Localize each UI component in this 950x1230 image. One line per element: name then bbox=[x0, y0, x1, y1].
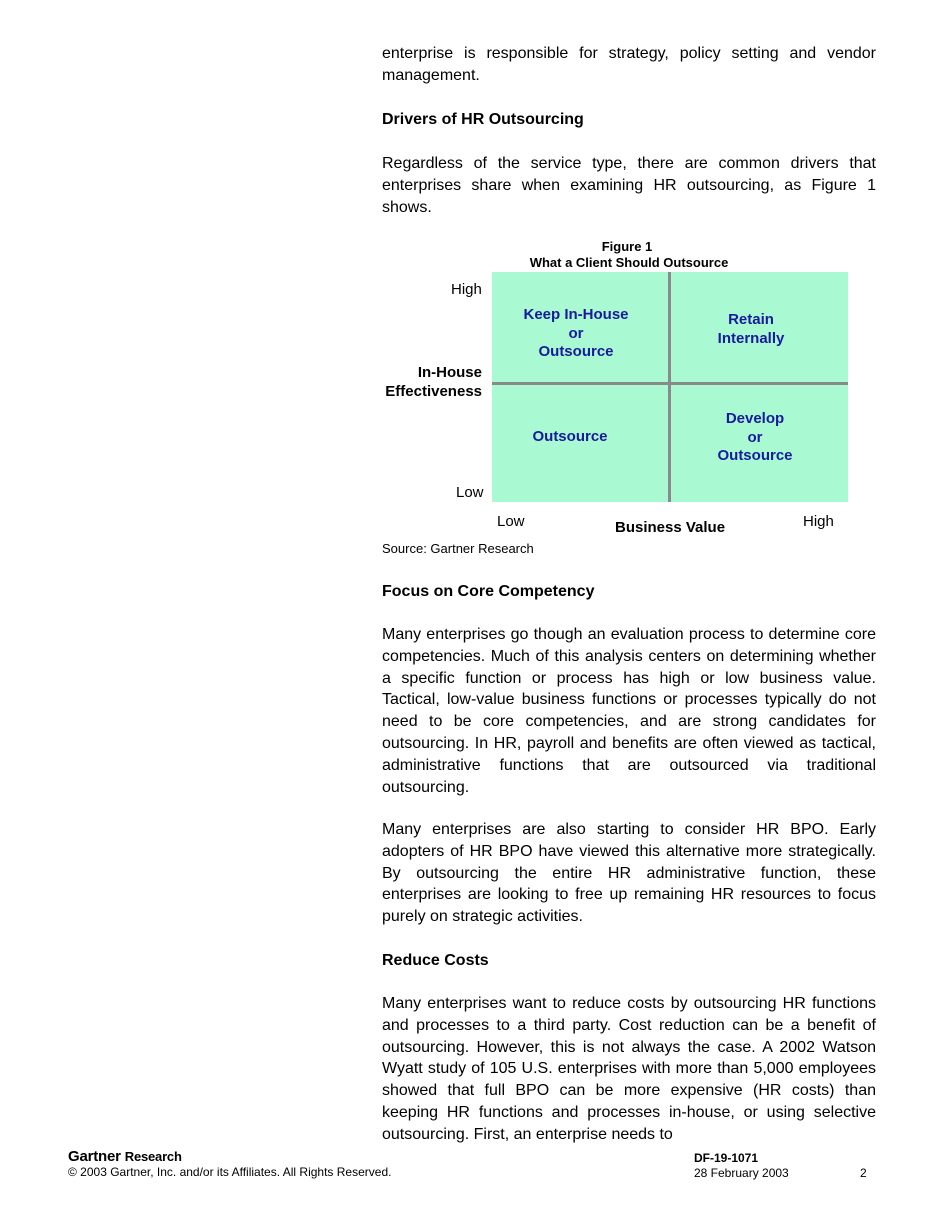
intro-paragraph-tail: enterprise is responsible for strategy, policy setting and vendor management. bbox=[382, 45, 876, 84]
heading-reduce-costs: Reduce Costs bbox=[382, 952, 489, 969]
y-axis-title-line2: Effectiveness bbox=[385, 383, 482, 400]
quadrant-top-right-line1: Retain bbox=[728, 311, 774, 328]
figure-title: What a Client Should Outsource bbox=[529, 255, 729, 270]
document-id: DF-19-1071 bbox=[694, 1151, 759, 1165]
y-axis-title bbox=[382, 363, 482, 401]
gartner-logo bbox=[68, 1148, 182, 1165]
paragraph-costs: Many enterprises want to reduce costs by outsourcing HR functions and processes to a third party. Cost reduction can be a benefit of outsourcing. However, this is not always the case. A 2002 Watson Wyatt study of 105 U.S. enterprises with more than 5,000 employees showed that full BPO can be more expensive (HR costs) than keeping HR functions and processes in-house, or using selective outsourcing. First, an enterprise needs to bbox=[382, 995, 876, 1143]
brand-suffix: Research bbox=[124, 1149, 182, 1164]
y-axis-high-label: High bbox=[451, 281, 482, 298]
copyright-notice: © 2003 Gartner, Inc. and/or its Affiliates. All Rights Reserved. bbox=[68, 1165, 392, 1179]
paragraph-core-1: Many enterprises go though an evaluation process to determine core competencies. Much of this analysis centers on determining whether a specific function or process has high or low business value. Tactical, low-value business functions or processes typically do not need to be core competencies, and are strong candidates for outsourcing. In HR, payroll and benefits are often viewed as tactical, administrative functions that are outsourced via traditional outsourcing. bbox=[382, 626, 876, 796]
quadrant-bottom-right-line2: or bbox=[747, 428, 763, 446]
page-number: 2 bbox=[860, 1166, 867, 1180]
x-axis-high-label: High bbox=[803, 513, 834, 530]
document-info bbox=[694, 1151, 789, 1181]
heading-core-competency: Focus on Core Competency bbox=[382, 583, 595, 600]
x-axis-title: Business Value bbox=[615, 519, 726, 536]
quadrant-bottom-right-line1: Develop bbox=[725, 410, 785, 427]
paragraph-core-2: Many enterprises are also starting to consider HR BPO. Early adopters of HR BPO have viewed this alternative more strategically. By outsourcing the entire HR administrative function, these enterprises are looking to free up remaining HR resources to focus purely on strategic activities. bbox=[382, 821, 876, 926]
quadrant-top-right bbox=[692, 311, 810, 348]
quadrant-top-left-line2: or bbox=[568, 324, 584, 342]
y-axis-title-line1: In-House bbox=[417, 364, 482, 381]
document-date: 28 February 2003 bbox=[694, 1166, 789, 1180]
brand-name: Gartner bbox=[68, 1148, 121, 1165]
quadrant-bottom-right bbox=[698, 410, 812, 466]
quadrant-top-left-line1: Keep In-House bbox=[523, 306, 629, 323]
quadrant-top-right-line2: Internally bbox=[717, 329, 785, 347]
figure-caption bbox=[382, 239, 876, 271]
matrix-vertical-divider bbox=[668, 272, 671, 502]
y-axis-low-label: Low bbox=[456, 484, 484, 501]
quadrant-top-left bbox=[510, 306, 642, 362]
figure-number: Figure 1 bbox=[601, 239, 653, 254]
x-axis-low-label: Low bbox=[497, 513, 525, 530]
quadrant-bottom-right-line3: Outsource bbox=[717, 447, 793, 464]
figure-source: Source: Gartner Research bbox=[382, 541, 534, 556]
paragraph-drivers: Regardless of the service type, there are common drivers that enterprises share when examining HR outsourcing, as Figure 1 shows. bbox=[382, 155, 876, 216]
heading-drivers: Drivers of HR Outsourcing bbox=[382, 111, 584, 128]
outsourcing-matrix bbox=[492, 272, 848, 502]
quadrant-bottom-left bbox=[512, 428, 628, 447]
matrix-horizontal-divider bbox=[492, 382, 848, 385]
quadrant-bottom-left-line1: Outsource bbox=[532, 428, 608, 445]
quadrant-top-left-line3: Outsource bbox=[538, 343, 614, 360]
